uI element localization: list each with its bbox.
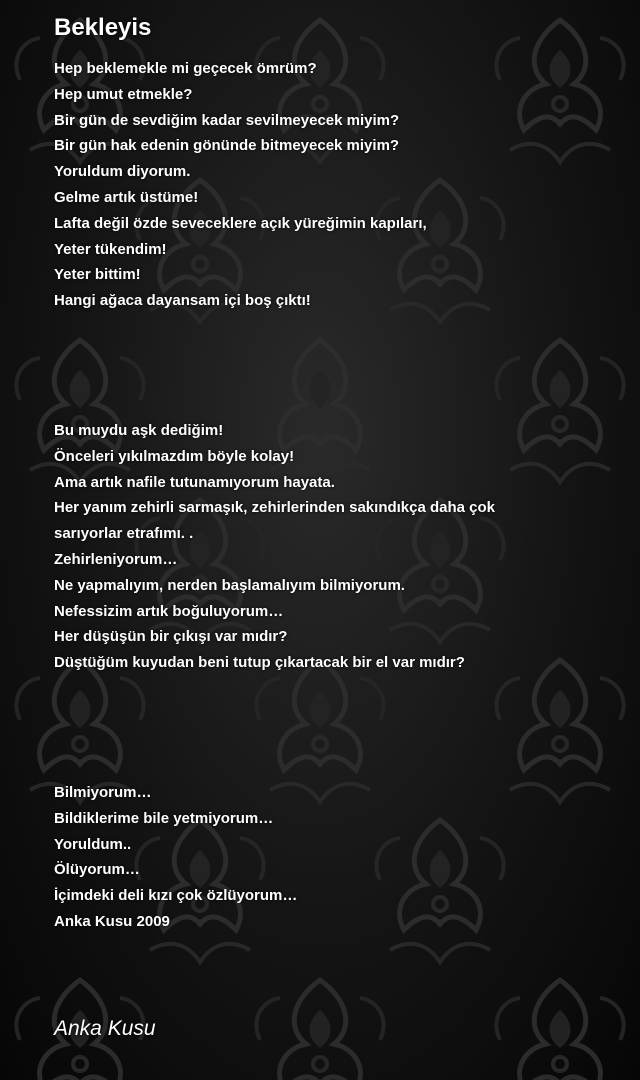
poem-line: Yeter tükendim!	[54, 240, 167, 258]
poem-line: Ne yapmalıyım, nerden başlamalıyım bilmiyorum.	[54, 576, 405, 594]
poem-line: Bildiklerime bile yetmiyorum…	[54, 809, 274, 827]
stanza-1	[54, 56, 614, 314]
poem-title: Bekleyis	[54, 14, 152, 41]
poem-line: Düştüğüm kuyudan beni tutup çıkartacak bir el var mıdır?	[54, 654, 465, 672]
poem-body	[54, 12, 614, 935]
poem-line: Anka Kusu 2009	[54, 912, 170, 930]
poem-line: Hangi ağaca dayansam içi boş çıktı!	[54, 292, 311, 310]
poem-author: Anka Kusu	[54, 1017, 156, 1040]
stanza-3	[54, 780, 614, 935]
poem-line: Bilmiyorum…	[54, 783, 152, 801]
poem-line: Yoruldum diyorum.	[54, 163, 191, 181]
poem-line: İçimdeki deli kızı çok özlüyorum…	[54, 887, 298, 905]
poem-line: Zehirleniyorum…	[54, 550, 178, 568]
poem-line: Her düşüşün bir çıkışı var mıdır?	[54, 628, 288, 646]
poem-line: Her yanım zehirli sarmaşık, zehirlerinden sakındıkça daha çok	[54, 499, 496, 517]
poem-line: Ölüyorum…	[54, 861, 140, 879]
poem-line: Önceleri yıkılmazdım böyle kolay!	[54, 447, 295, 465]
poem-line: Bu muydu aşk dediğim!	[54, 421, 224, 439]
poem-line: Ama artık nafile tutunamıyorum hayata.	[54, 473, 335, 491]
poem-line: Nefessizim artık boğuluyorum…	[54, 602, 284, 620]
poem-line: Bir gün de sevdiğim kadar sevilmeyecek miyim?	[54, 111, 400, 129]
poem-line: Gelme artık üstüme!	[54, 188, 199, 206]
poem-line: Hep umut etmekle?	[54, 85, 193, 103]
poem-line: Bir gün hak edenin gönünde bitmeyecek miyim?	[54, 137, 400, 155]
poem-line: Hep beklemekle mi geçecek ömrüm?	[54, 60, 317, 77]
poem-line: Yoruldum..	[54, 835, 132, 853]
stanza-2	[54, 418, 614, 676]
poem-line: Yeter bittim!	[54, 266, 141, 284]
poem-line: Lafta değil özde seveceklere açık yüreğimin kapıları,	[54, 214, 427, 232]
poem-line: sarıyorlar etrafımı. .	[54, 525, 194, 543]
